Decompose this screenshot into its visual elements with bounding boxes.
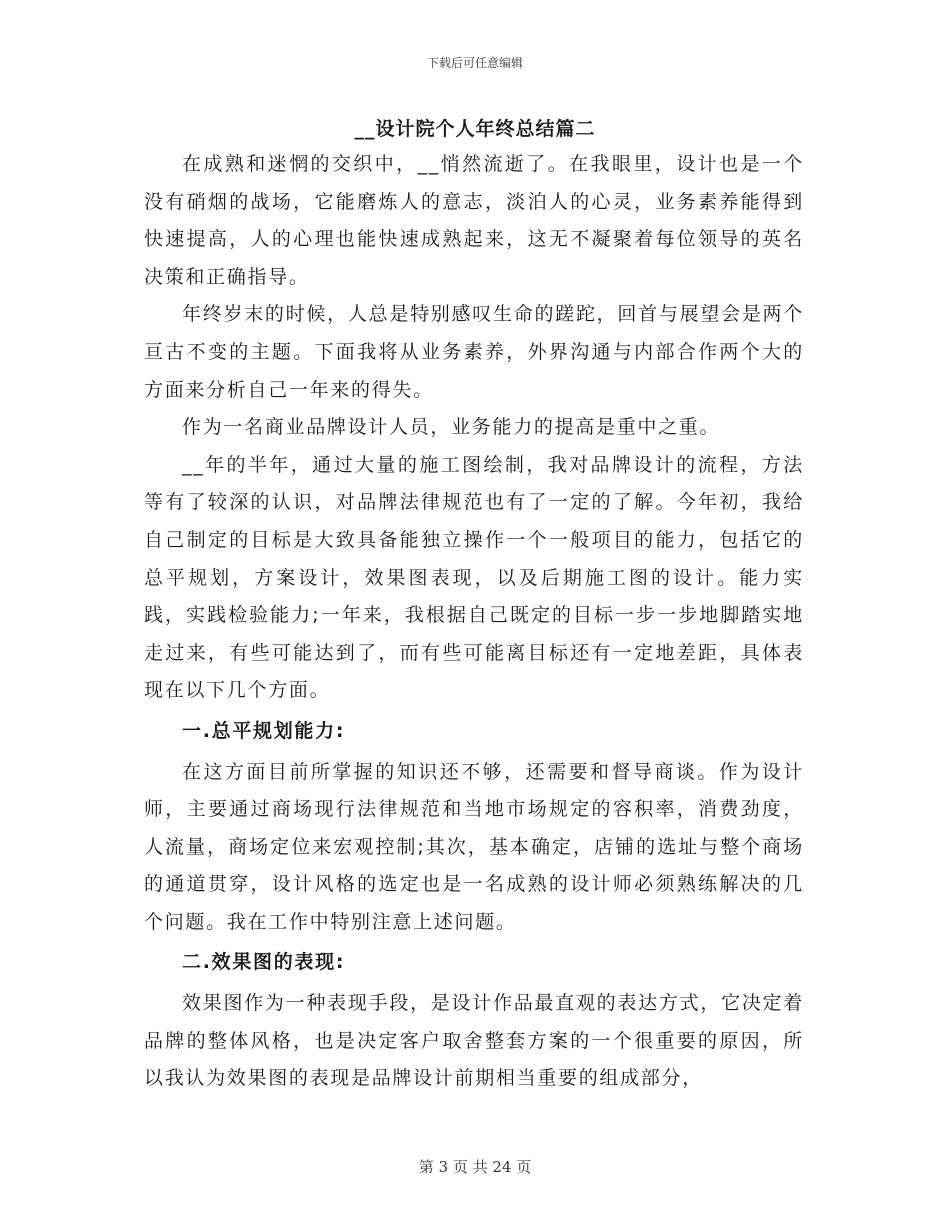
document-body (144, 146, 804, 1098)
section-heading: 二.效果图的表现: (182, 951, 346, 974)
paragraph: 效果图作为一种表现手段，是设计作品最直观的表达方式，它决定着品牌的整体风格，也是决定客户取舍整套方案的一个很重要的原因，所以我认为效果图的表现是品牌设计前期相当重要的组成部分， (144, 992, 804, 1090)
paragraph: 年终岁末的时候，人总是特别感叹生命的蹉跎，回首与展望会是两个亘古不变的主题。下面我将从业务素养，外界沟通与内部合作两个大的方面来分析自己一年来的得失。 (144, 303, 804, 401)
page-header-note: 下载后可任意编辑 (426, 56, 523, 70)
paragraph: 在成熟和迷惘的交织中，__悄然流逝了。在我眼里，设计也是一个没有硝烟的战场，它能磨炼人的意志，淡泊人的心灵，业务素养能得到快速提高，人的心理也能快速成熟起来，这无不凝聚着每位领导的英名决策和正确指导。 (144, 153, 804, 288)
page-number-footer: 第 3 页 共 24 页 (418, 1158, 532, 1176)
paragraph: __年的半年，通过大量的施工图绘制，我对品牌设计的流程，方法等有了较深的认识，对品牌法律规范也有了一定的了解。今年初，我给自己制定的目标是大致具备能独立操作一个一般项目的能力，包括它的总平规划，方案设计，效果图表现，以及后期施工图的设计。能力实践，实践检验能力;一年来，我根据自己既定的目标一步一步地脚踏实地走过来，有些可能达到了，而有些可能离目标还有一定地差距，具体表现在以下几个方面。 (144, 453, 804, 702)
section-heading: 一.总平规划能力: (182, 719, 346, 742)
document-title: __设计院个人年终总结篇二 (354, 118, 596, 140)
paragraph: 作为一名商业品牌设计人员，业务能力的提高是重中之重。 (182, 416, 721, 439)
paragraph: 在这方面目前所掌握的知识还不够，还需要和督导商谈。作为设计师，主要通过商场现行法律规范和当地市场规定的容积率，消费劲度，人流量，商场定位来宏观控制;其次，基本确定，店铺的选址与整个商场的通道贯穿，设计风格的选定也是一名成熟的设计师必须熟练解决的几个问题。我在工作中特别注意上述问题。 (144, 760, 804, 933)
